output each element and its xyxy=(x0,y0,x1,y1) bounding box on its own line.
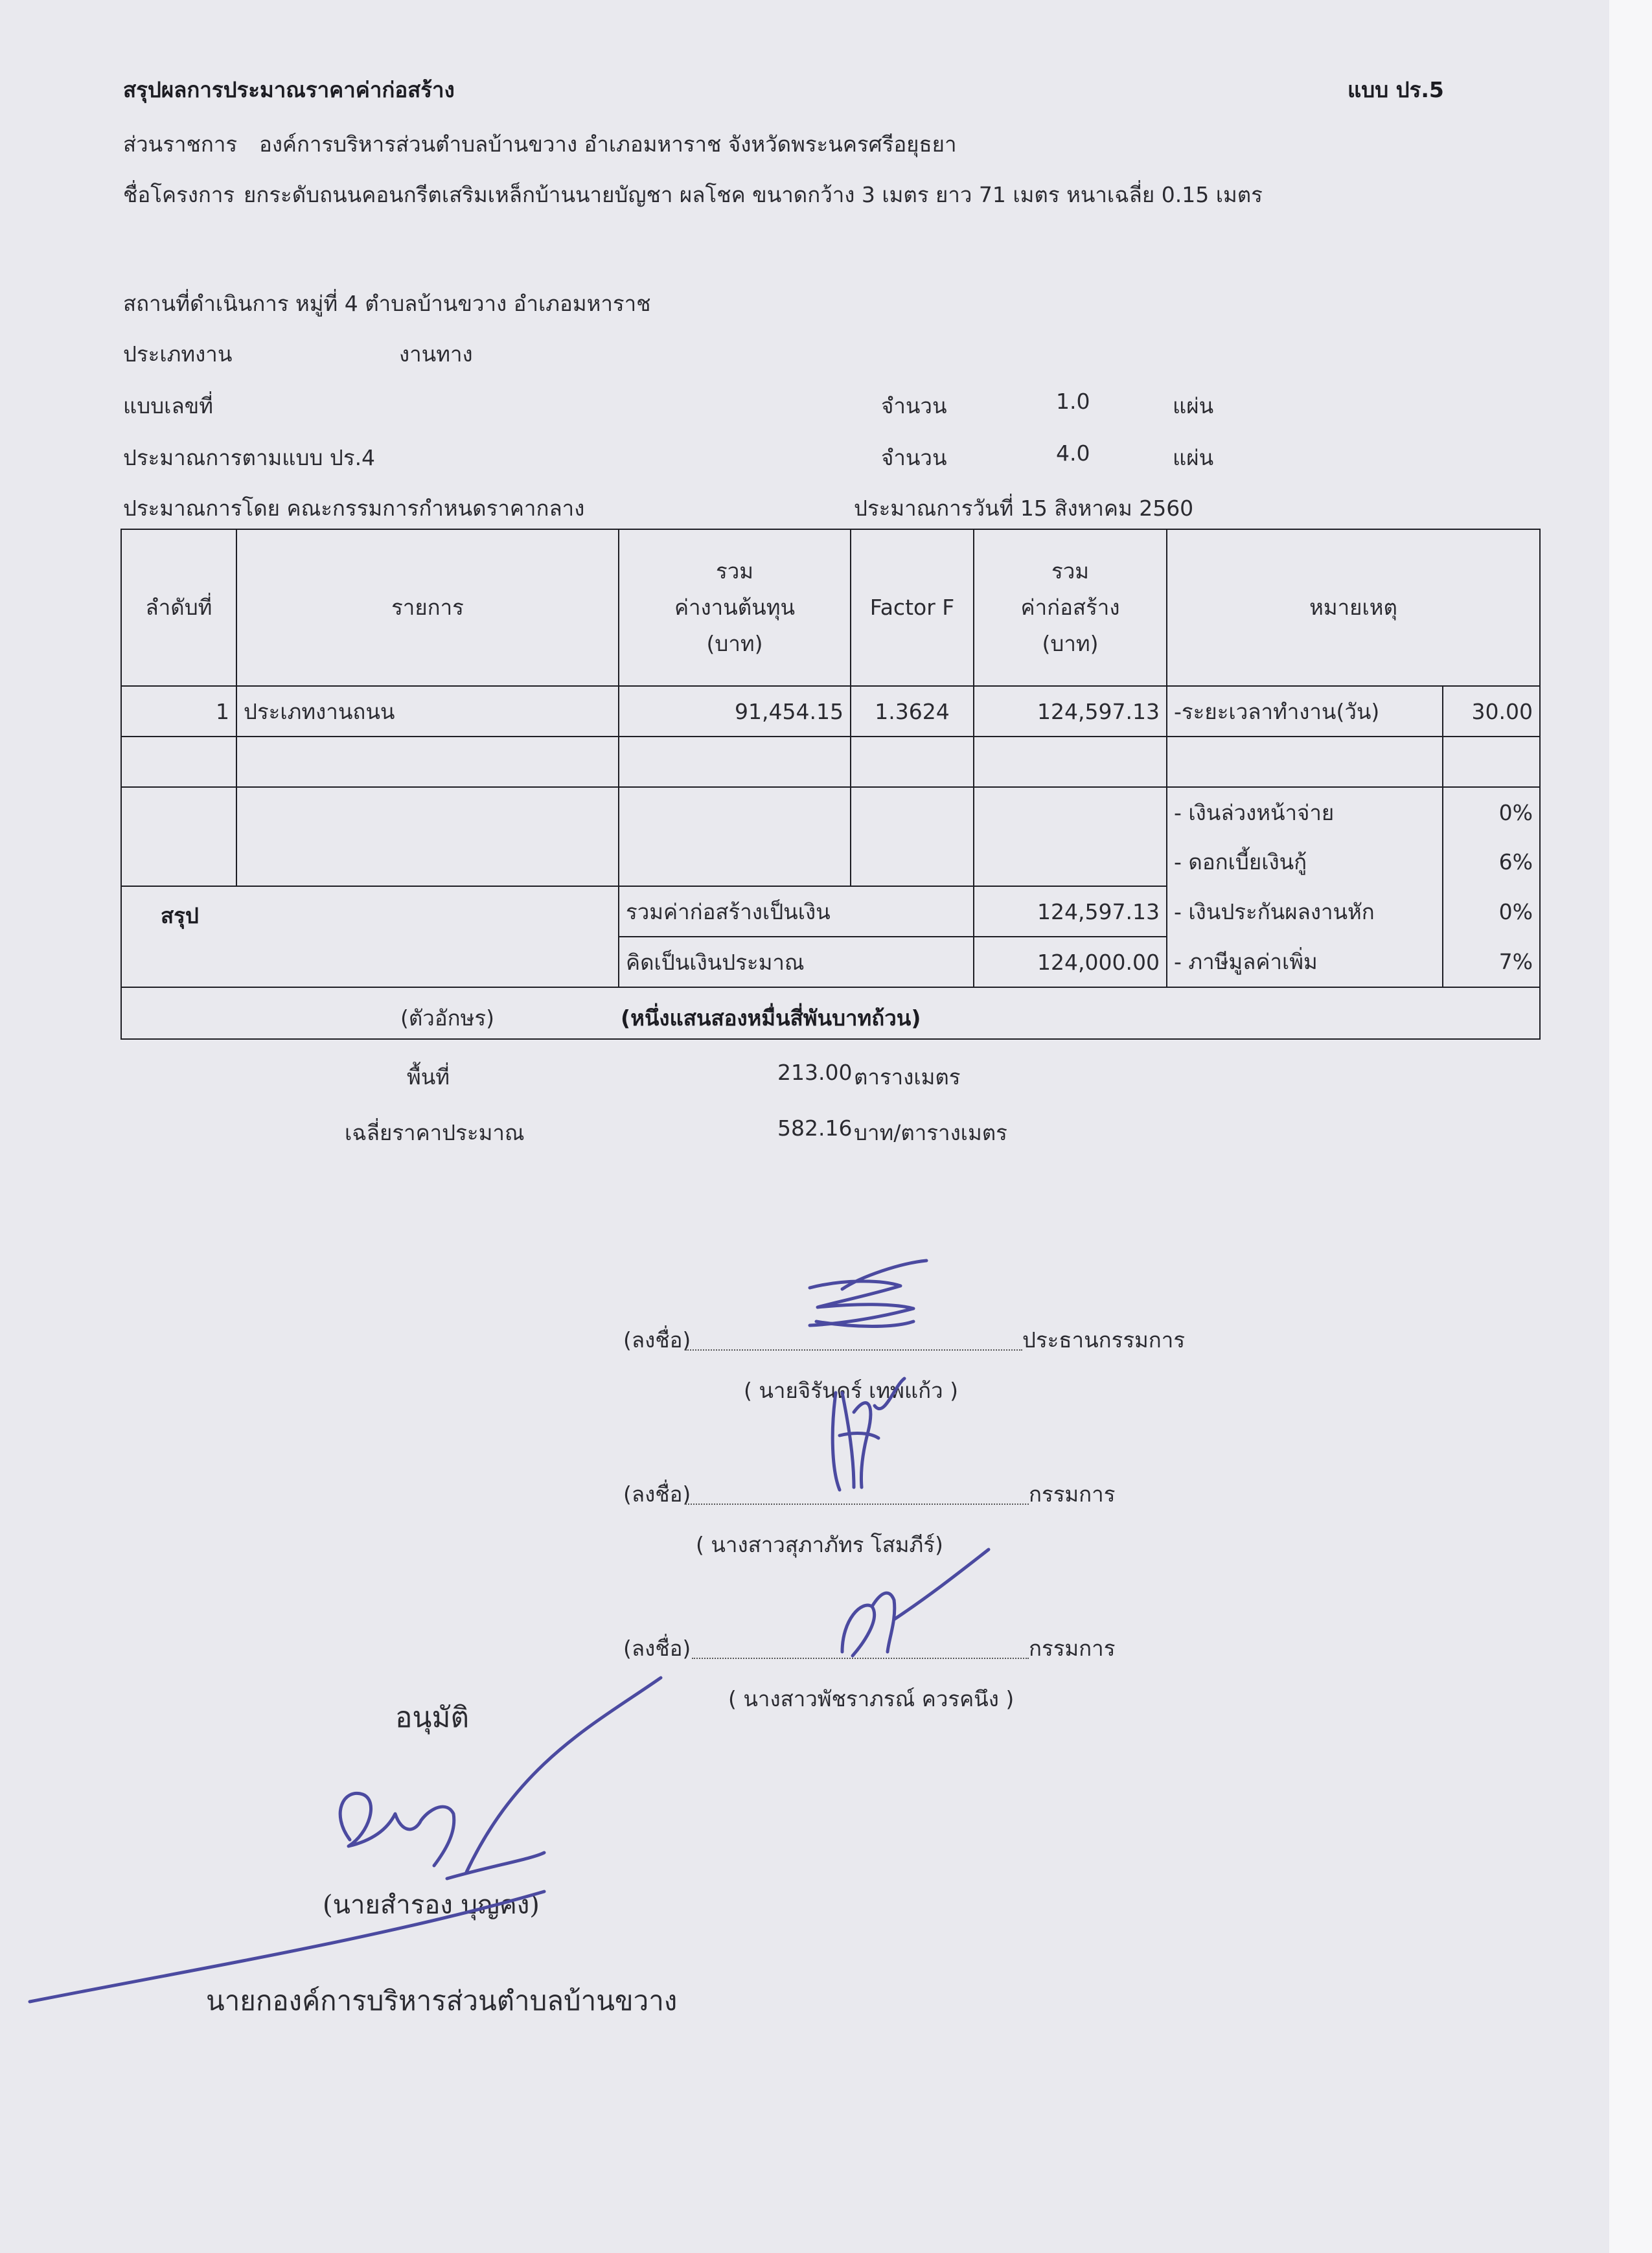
letters-value: (หนึ่งแสนสองหมื่นสี่พันบาทถ้วน) xyxy=(621,1005,921,1031)
approver-underline-stroke xyxy=(30,1892,544,2002)
note-advance: - เงินล่วงหน้าจ่าย xyxy=(1167,787,1443,837)
agency-value: องค์การบริหารส่วนตำบลบ้านขวาง อำเภอมหาราช จังหวัดพระนครศรีอยุธยา xyxy=(259,132,957,157)
note-advance-value: 0% xyxy=(1443,787,1540,837)
drawing-unit: แผ่น xyxy=(1173,393,1214,418)
agency-label: ส่วนราชการ xyxy=(123,132,238,157)
avg-unit: บาท/ตารางเมตร xyxy=(854,1120,1007,1145)
col-total-line2: ค่าก่อสร้าง xyxy=(1020,595,1120,620)
pr4-unit: แผ่น xyxy=(1173,445,1214,470)
member2-name: ( นางสาวพัชราภรณ์ ควรคนึง ) xyxy=(728,1686,1015,1711)
avg-label: เฉลี่ยราคาประมาณ xyxy=(345,1120,525,1145)
row1-no: 1 xyxy=(121,686,236,737)
note-retention-value: 0% xyxy=(1443,886,1540,937)
col-note-header: หมายเหตุ xyxy=(1167,529,1540,686)
worktype-value: งานทาง xyxy=(399,341,473,367)
letters-label: (ตัวอักษร) xyxy=(400,1005,494,1031)
estimate-date: ประมาณการวันที่ 15 สิงหาคม 2560 xyxy=(854,496,1194,521)
row1-item: ประเภทงานถนน xyxy=(236,686,619,737)
avg-value: 582.16 xyxy=(777,1115,853,1141)
note-interest-value: 6% xyxy=(1443,837,1540,886)
note-vat: - ภาษีมูลค่าเพิ่ม xyxy=(1167,937,1443,987)
area-unit: ตารางเมตร xyxy=(854,1064,961,1090)
pr4-qty: 4.0 xyxy=(1056,440,1090,466)
pr4-qty-label: จำนวน xyxy=(881,445,947,470)
member1-role: กรรมการ xyxy=(1029,1481,1116,1507)
project-label: ชื่อโครงการ xyxy=(123,182,235,207)
summary-label-text: สรุป xyxy=(161,903,199,928)
chair-sign-label: (ลงชื่อ) xyxy=(623,1327,691,1353)
form-code: แบบ ปร.5 xyxy=(1348,77,1444,102)
location-value: หมู่ที่ 4 ตำบลบ้านขวาง อำเภอมหาราช xyxy=(295,291,651,316)
sum-approx-value: 124,000.00 xyxy=(974,937,1167,987)
area-value: 213.00 xyxy=(777,1060,853,1085)
member1-name: ( นางสาวสุภาภัทร โสมภีร์) xyxy=(696,1532,943,1557)
row1-total: 124,597.13 xyxy=(974,686,1167,737)
note-retention: - เงินประกันผลงานหัก xyxy=(1167,886,1443,937)
row1-note: -ระยะเวลาทำงาน(วัน) xyxy=(1167,686,1443,737)
row1-note-value: 30.00 xyxy=(1443,686,1540,737)
sum-total-value: 124,597.13 xyxy=(974,886,1167,937)
document-title: สรุปผลการประมาณราคาค่าก่อสร้าง xyxy=(123,77,455,102)
member2-signature xyxy=(842,1550,989,1656)
row1-factor: 1.3624 xyxy=(851,686,974,737)
approver-title: นายกองค์การบริหารส่วนตำบลบ้านขวาง xyxy=(206,1985,678,2017)
approve-label: อนุมัติ xyxy=(395,1701,470,1734)
sum-approx-label: คิดเป็นเงินประมาณ xyxy=(619,937,974,987)
col-item-header: รายการ xyxy=(236,529,619,686)
member1-sign-label: (ลงชื่อ) xyxy=(623,1481,691,1507)
location-label: สถานที่ดำเนินการ xyxy=(123,291,289,316)
col-cost-line3: (บาท) xyxy=(706,631,763,656)
sum-total-label: รวมค่าก่อสร้างเป็นเงิน xyxy=(619,886,974,937)
project-value: ยกระดับถนนคอนกรีตเสริมเหล็กบ้านนายบัญชา ผลโชค ขนาดกว้าง 3 เมตร ยาว 71 เมตร หนาเฉลี่ย 0.15 เมตร xyxy=(244,182,1263,207)
note-interest: - ดอกเบี้ยเงินกู้ xyxy=(1167,837,1443,886)
approver-signature xyxy=(340,1678,661,1879)
member2-sign-label: (ลงชื่อ) xyxy=(623,1636,691,1661)
col-factor-header: Factor F xyxy=(851,529,974,686)
chair-role: ประธานกรรมการ xyxy=(1022,1327,1186,1353)
approver-name: (นายสำรอง บุญคง) xyxy=(323,1890,540,1920)
area-label: พื้นที่ xyxy=(407,1064,450,1090)
member2-role: กรรมการ xyxy=(1029,1636,1116,1661)
pr4-label: ประมาณการตามแบบ ปร.4 xyxy=(123,445,376,470)
col-cost-line2: ค่างานต้นทุน xyxy=(674,595,796,620)
drawing-label: แบบเลขที่ xyxy=(123,393,213,418)
note-vat-value: 7% xyxy=(1443,937,1540,987)
member1-signature xyxy=(832,1378,904,1490)
drawing-qty: 1.0 xyxy=(1056,389,1090,414)
chair-signature xyxy=(810,1261,926,1327)
col-cost-line1: รวม xyxy=(715,558,753,584)
worktype-label: ประเภทงาน xyxy=(123,341,233,367)
drawing-qty-label: จำนวน xyxy=(881,393,947,418)
estimated-by: ประมาณการโดย คณะกรรมการกำหนดราคากลาง xyxy=(123,496,585,521)
row1-cost: 91,454.15 xyxy=(619,686,851,737)
chair-name: ( นายจิรันดร์ เทพแก้ว ) xyxy=(744,1378,958,1403)
col-total-line3: (บาท) xyxy=(1042,631,1099,656)
col-no-header: ลำดับที่ xyxy=(121,529,236,686)
col-total-line1: รวม xyxy=(1051,558,1089,584)
